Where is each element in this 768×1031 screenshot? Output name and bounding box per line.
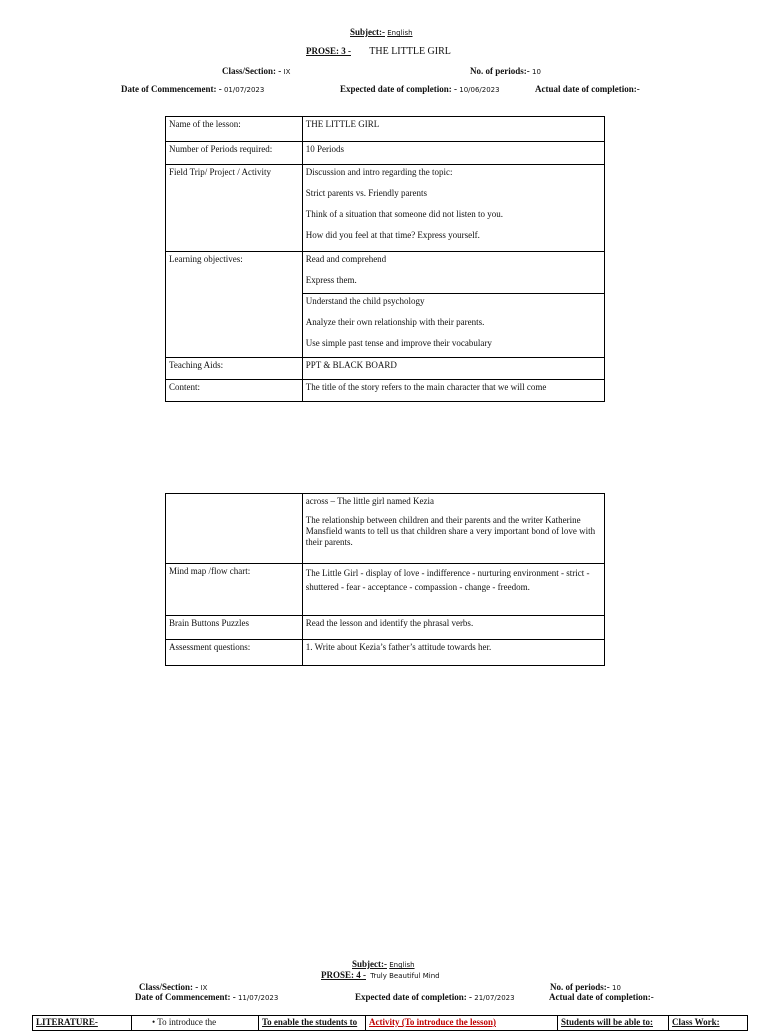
field-line: How did you feel at that time? Express yourself. — [305, 230, 480, 240]
subject-label: Subject:- — [352, 959, 387, 969]
table-cell: Students will be able to: — [558, 1016, 669, 1031]
lesson-plan-table-continued — [165, 493, 605, 666]
objective-line: Use simple past tense and improve their vocabulary — [305, 338, 492, 348]
assessment-value: 1. Write about Kezia’s father’s attitude towards her. — [302, 640, 604, 666]
assessment-label: Assessment questions: — [166, 640, 303, 666]
field-trip-label: Field Trip/ Project / Activity — [166, 165, 303, 252]
brain-buttons-label: Brain Buttons Puzzles — [166, 616, 303, 640]
objective-line: Express them. — [305, 275, 357, 285]
content-line: across – The little girl named Kezia — [305, 496, 435, 506]
class-value: IX — [283, 68, 291, 76]
actual-date — [535, 84, 640, 94]
prose-line-2 — [321, 970, 440, 980]
objective-line: Read and comprehend — [305, 254, 387, 264]
content-cont-value — [302, 494, 604, 564]
prose-label: PROSE: 4 - — [321, 970, 366, 980]
content-paragraph: The relationship between children and their parents and the writer Katherine Mansfield wants to tell us that children share a very important bond of love with their parents. — [305, 515, 596, 547]
prose-label: PROSE: 3 - — [306, 46, 351, 56]
field-line: Strict parents vs. Friendly parents — [305, 188, 427, 198]
expected-value: 10/06/2023 — [459, 86, 500, 94]
subject-line-2 — [352, 959, 415, 969]
objective-line: Analyze their own relationship with their parents. — [305, 317, 485, 327]
periods-label: No. of periods:- — [470, 66, 530, 76]
periods-required-label: Number of Periods required: — [166, 142, 303, 165]
objectives-value-a — [302, 252, 604, 294]
table-cell: Class Work: — [669, 1016, 748, 1031]
table-row — [166, 640, 605, 666]
lesson-plan-table — [165, 116, 605, 402]
subject-line — [350, 27, 413, 37]
objective-line: Understand the child psychology — [305, 296, 425, 306]
table-row — [166, 252, 605, 294]
subject-value: English — [389, 961, 415, 969]
commencement-date-2 — [135, 992, 278, 1002]
prose-line — [306, 46, 451, 57]
table-row — [166, 564, 605, 616]
content-value: The title of the story refers to the main character that we will come — [302, 380, 604, 402]
teaching-aids-label: Teaching Aids: — [166, 358, 303, 380]
field-line: Discussion and intro regarding the topic: — [305, 167, 453, 177]
periods-value: 10 — [612, 984, 621, 992]
commencement-date — [121, 84, 264, 94]
commencement-label: Date of Commencement: - — [135, 992, 236, 1002]
table-row — [166, 358, 605, 380]
table-row — [166, 142, 605, 165]
expected-label: Expected date of completion: - — [340, 84, 457, 94]
prose-title: THE LITTLE GIRL — [369, 46, 451, 57]
table-row — [166, 165, 605, 252]
content-cont-label — [166, 494, 303, 564]
class-value: IX — [200, 984, 208, 992]
actual-label: Actual date of completion:- — [549, 992, 654, 1002]
table-row — [166, 380, 605, 402]
class-section-2 — [139, 982, 207, 992]
expected-date — [340, 84, 500, 94]
subject-label: Subject:- — [350, 27, 385, 37]
actual-label: Actual date of completion:- — [535, 84, 640, 94]
objectives-label: Learning objectives: — [166, 252, 303, 358]
table-row — [166, 494, 605, 564]
content-label: Content: — [166, 380, 303, 402]
objectives-value-b — [302, 294, 604, 358]
class-label: Class/Section: - — [139, 982, 199, 992]
actual-date-2 — [549, 992, 654, 1002]
table-row — [166, 117, 605, 142]
table-row — [33, 1016, 748, 1031]
teaching-aids-value: PPT & BLACK BOARD — [302, 358, 604, 380]
mind-map-value: The Little Girl - display of love - indifference - nurturing environment - strict - shuttered - fear - acceptance - compassion - change - freedom. — [302, 564, 604, 616]
periods-value: 10 — [532, 68, 541, 76]
periods-count — [470, 66, 541, 76]
brain-buttons-value: Read the lesson and identify the phrasal verbs. — [302, 616, 604, 640]
periods-label: No. of periods:- — [550, 982, 610, 992]
prose-title: Truly Beautiful Mind — [370, 972, 440, 980]
field-line: Think of a situation that someone did not listen to you. — [305, 209, 503, 219]
lesson-plan-table-2 — [32, 1015, 748, 1031]
lesson-name-label: Name of the lesson: — [166, 117, 303, 142]
expected-date-2 — [355, 992, 515, 1002]
mind-map-label: Mind map /flow chart: — [166, 564, 303, 616]
table-cell: Activity (To introduce the lesson) — [366, 1016, 558, 1031]
class-section — [222, 66, 290, 76]
lesson-name-value: THE LITTLE GIRL — [302, 117, 604, 142]
periods-required-value: 10 Periods — [302, 142, 604, 165]
periods-count-2 — [550, 982, 621, 992]
commencement-label: Date of Commencement: - — [121, 84, 222, 94]
table-row — [166, 616, 605, 640]
commencement-value: 01/07/2023 — [223, 86, 265, 94]
class-label: Class/Section: - — [222, 66, 282, 76]
table-cell: To enable the students to — [259, 1016, 366, 1031]
expected-label: Expected date of completion: - — [355, 992, 472, 1002]
field-trip-value — [302, 165, 604, 252]
commencement-value: 11/07/2023 — [237, 994, 279, 1002]
table-cell: • To introduce the — [132, 1016, 259, 1031]
table-cell: LITERATURE- — [33, 1016, 132, 1031]
subject-value: English — [387, 29, 413, 37]
expected-value: 21/07/2023 — [474, 994, 515, 1002]
